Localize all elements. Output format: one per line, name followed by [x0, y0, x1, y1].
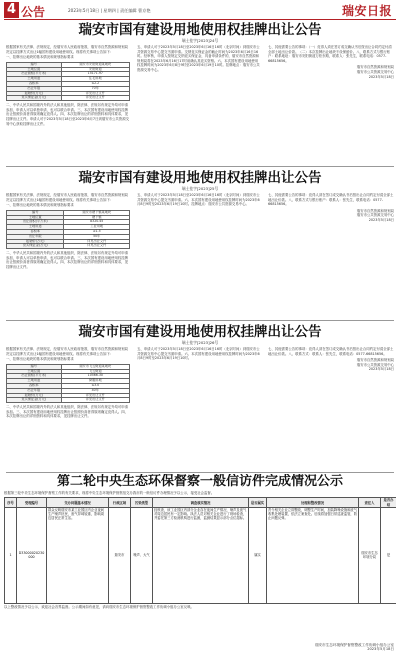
notice-heading: 一、挂牌出让地块的基本情况和规划指标要求 [6, 203, 74, 208]
section-label: 公告 [21, 5, 46, 19]
header-meta: 2023年5月18日 | 星期四 | 责任编辑 曹京艳 [68, 8, 151, 13]
notice-title: 瑞安市国有建设用地使用权挂牌出让公告 [78, 170, 322, 186]
land-notice-1 [6, 22, 394, 164]
issue-date: 2023年5月18日 [68, 8, 100, 13]
notice-column-2 [137, 193, 261, 208]
newspaper-logo: 瑞安日报 [341, 4, 392, 18]
notice-heading: 一、挂牌出让地块的基本情况和规划指标要求 [6, 55, 74, 60]
parcel-table: 编号 瑞安市塘下镇某地块 土地位置 塘下镇 出让面积(平方米) 8320.45 土地用途 工业用地 容积率 ≥1.5 出让年限 50年 起始价(万元) 详见出让文件 竞买保证金(万元) 详见出让文件 [6, 210, 130, 249]
notice-column-1 [6, 193, 130, 271]
divider [6, 166, 394, 167]
notice-body: 五、申请人可于2023年5月18日至2023年6月16日16时（北京时间）到瑞安市公共资源交易中心提交书面申请。六、本次国有建设用地使用权挂牌时间为2023年6月8日9时至2023年6月19日10时。挂牌地点：瑞安市公共资源交易中心。 [137, 193, 260, 207]
notice-column-1 [6, 347, 130, 420]
land-notice-2 [6, 170, 394, 318]
weekday: 星期四 [103, 8, 116, 13]
notice-body: 七、其他需要公告的事项：竞得人须在签订成交确认书后按出让合同约定付清全部土地出让价款。八、联系方式与银行账户：联系人：张先生，联系电话：0577-66815656。 [268, 193, 394, 207]
divider [6, 472, 394, 473]
parcel-table: 编号 瑞安市安阳街道某地块 土地位置 安阳街道 出让面积(平方米) 15171.97 土地用途 住宅用地 容积率 ≤2.2 出让年限 70年 起始价(万元) 详见出让文件 竞买保证金(万元) 详见出让文件 [6, 62, 130, 101]
notice-signature: 瑞安市自然资源和规划局 瑞安市公共资源交易中心 2023年5月18日 [356, 208, 394, 222]
notice-number: 瑞土挂字[2023]26号 [181, 340, 219, 345]
notice-intro: 根据国家有关法律、法规规定，经瑞安市人民政府批准，瑞安市自然资源和规划局决定以挂牌方式出让1幅国有建设用地使用权。现将有关事项公告如下： [6, 193, 129, 202]
header-rule [4, 19, 396, 20]
land-notice-3 [6, 324, 394, 470]
notice-body: 七、其他需要公告的事项：竞得人须在签订成交确认书后按出让合同约定付清全部土地出让价款。八、联系方式：联系人：张先生，联系电话：0577-66815656。 [268, 347, 394, 356]
notice-body: 二、中华人民共和国境内外的法人和其他组织，除法律、法规另有规定外均可申请参加，申请人可以单独申请，也可以联合申请。三、本次国有建设用地使用权挂牌出让按照价高者得原则确定竞得人。四、本次挂牌出让的详细资料和具体要求，见挂牌出让文件。申请人可于2023年5月18日至2023年6月7日到瑞安市公共资源交易中心获取挂牌出让文件。 [6, 103, 129, 126]
inspection-intro: 根据第三轮中央生态环境保护督察工作的有关要求，现将中央生态环境保护督察组交办我市的一般信访件办理情况予以公示，接受社会监督。 [4, 491, 215, 495]
inspection-signature: 瑞安市生态环境保护督察整改工作协调小组办公室 2023年5月18日 [314, 642, 394, 652]
notice-column-3 [268, 193, 394, 223]
notice-body: 七、其他需要公告的事项：（一）竞得人须在签订成交确认书后按出让合同约定付清全部土地出让价款。（二）本次挂牌出让地块不设保留价。八、联系方式与银行账户：联系地址：瑞安市安阳街道万松东路，联系人：张先生，联系电话：0577-66815656。 [268, 45, 392, 63]
notice-number: 瑞土挂字[2023]24号 [181, 38, 219, 43]
table-row: 1 D33000020230000 群众反映瑞安市某工业园区内企业夜间生产噪声扰民，废气异味较重，影响周边居民正常生活。 瑞安市 噪声、大气 经核查，该工业园区内部分企业存在夜间生产情况，噪声及废气对周边居民有一定影响。执法人员对相关企业进行了现场检查，并委托第三方检测机构进行监测，监测结果显示部分点位超标。 属实 责令相关企业立即整改，调整生产时间，加装降噪设施和废气收集处理装置，依法立案查处。后续将加强日常巡查监管，防止问题反弹。 瑞安市生态环境分局 是 [5, 507, 397, 603]
notice-title: 瑞安市国有建设用地使用权挂牌出让公告 [78, 324, 322, 340]
editor: 责任编辑 曹京艳 [119, 8, 151, 13]
notice-title: 瑞安市国有建设用地使用权挂牌出让公告 [78, 22, 322, 38]
inspection-footnote: 以上整改情况予以公示，欢迎社会各界监督。公示期间如有意见，请向瑞安市生态环境保护督察整改工作协调小组办公室反映。 [4, 604, 194, 609]
notice-column-2 [137, 45, 261, 74]
inspection-table [4, 497, 396, 603]
notice-heading: 一、挂牌出让地块的基本情况和规划指标要求 [6, 357, 74, 362]
notice-column-1 [6, 45, 130, 127]
notice-intro: 根据国家有关法律、法规规定，经瑞安市人民政府批准，瑞安市自然资源和规划局决定以挂牌方式出让1幅国有建设用地使用权。现将有关事项公告如下： [6, 347, 129, 356]
notice-body: 五、申请人可于2023年5月18日至2023年6月16日16时（北京时间）到瑞安市公共资源交易中心提交书面申请。交纳竞买保证金的截止时间为2023年6月16日16时。经审核，申请人按规定交纳竞买保证金，具备申请条件的，瑞安市自然资源和规划局将在2023年6月16日17时前确认其竞买资格。六、本次国有建设用地使用权挂牌时间为2023年6月8日9时至2023年6月19日10时。挂牌地点：瑞安市公共资源交易中心。 [137, 45, 260, 72]
divider [6, 320, 394, 321]
notice-signature: 瑞安市自然资源和规划局 瑞安市公共资源交易中心 2023年5月18日 [356, 358, 394, 372]
notice-column-2 [137, 347, 261, 362]
table-header-row: 序号 受理编号 交办问题基本情况 行政区域 污染类型 调查核实情况 是否属实 处理和整改情况 责任人 是否办结 [5, 498, 397, 507]
notice-body: 二、中华人民共和国境内外的法人和其他组织，除法律、法规另有规定外均可申请参加，申请人可以单独申请，也可以联合申请。三、本次国有建设用地使用权挂牌出让按照价高者得原则确定竞得人。四、本次挂牌出让的详细资料和具体要求，见挂牌出让文件。 [6, 251, 129, 269]
notice-column-3 [268, 45, 394, 79]
notice-body: 二、中华人民共和国境内外的法人和其他组织，除法律、法规另有规定外均可申请参加。三、本次国有建设用地使用权挂牌出让按照价高者得原则确定竞得人。四、本次挂牌出让的详细资料和具体要求，见挂牌出让文件。 [6, 405, 129, 419]
notice-body: 五、申请人可于2023年5月18日至2023年6月16日16时（北京时间）到瑞安市公共资源交易中心提交书面申请。六、本次国有建设用地使用权挂牌时间为2023年6月8日9时至2023年6月19日10时。 [137, 347, 260, 361]
inspection-notice [4, 474, 396, 656]
notice-intro: 根据国家有关法律、法规规定，经瑞安市人民政府批准，瑞安市自然资源和规划局决定以挂牌方式出让1幅国有建设用地使用权。现将有关事项公告如下： [6, 45, 129, 54]
page-number: 4 [4, 2, 19, 18]
parcel-table: 编号 瑞安市飞云街道某地块 土地位置 飞云街道 出让面积(平方米) 10566.30 土地用途 商服用地 容积率 ≤3.0 出让年限 40年 起始价(万元) 详见出让文件 竞买保证金(万元) 详见出让文件 [6, 364, 130, 403]
notice-signature: 瑞安市自然资源和规划局 瑞安市公共资源交易中心 2023年5月18日 [356, 65, 394, 79]
notice-number: 瑞土挂字[2023]25号 [181, 186, 219, 191]
notice-column-3 [268, 347, 394, 372]
page-header [0, 0, 400, 20]
inspection-title: 第二轮中央生态环保督察一般信访件完成情况公示 [56, 474, 343, 489]
